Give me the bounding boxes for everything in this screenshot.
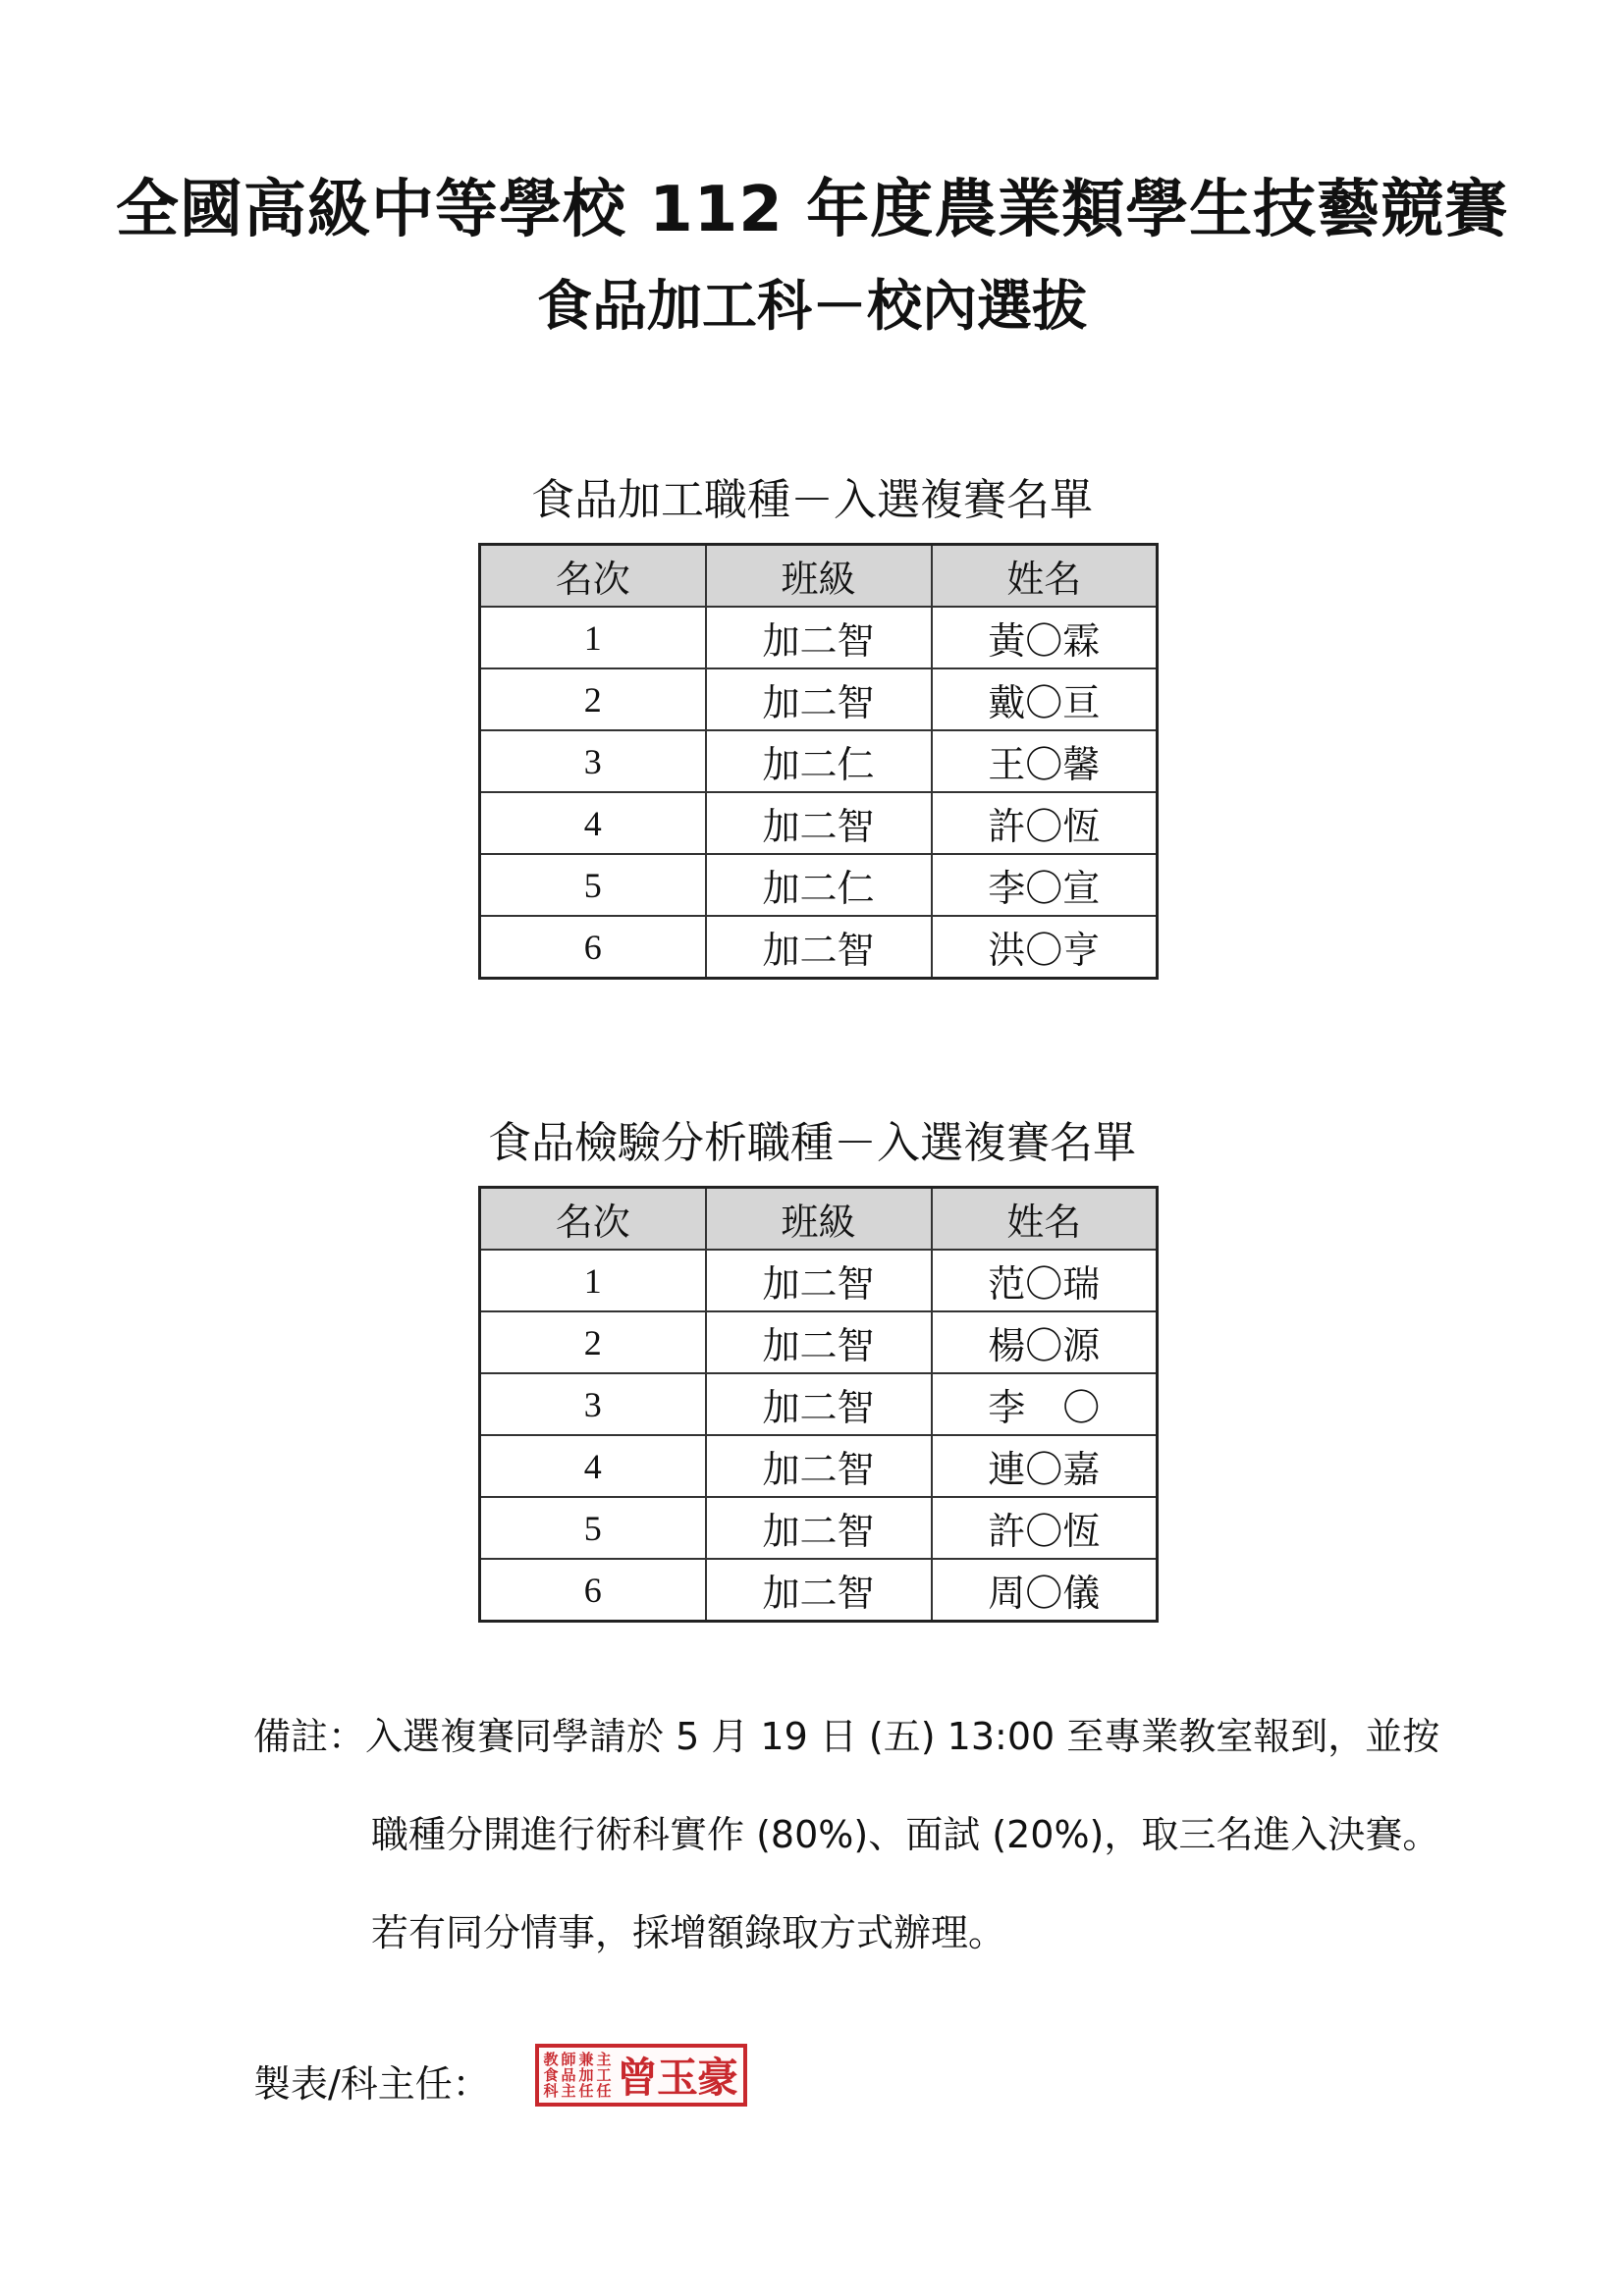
- name-cell: 許〇恆: [932, 1497, 1158, 1559]
- table-row: [480, 1497, 1158, 1559]
- page-subtitle: 食品加工科－校內選拔: [537, 275, 1087, 339]
- rank-cell: 1: [480, 1250, 706, 1311]
- column-header-rank: 名次: [480, 545, 706, 608]
- maker-label: 製表/科主任：: [253, 2062, 490, 2106]
- class-cell: 加二智: [706, 1559, 932, 1622]
- rank-cell: 3: [480, 1373, 706, 1435]
- name-cell: 李〇宣: [932, 854, 1158, 916]
- seal-column: 教 食 科: [543, 2051, 559, 2100]
- roster-table-food-inspection: [478, 1186, 1159, 1623]
- table-row: [480, 1373, 1158, 1435]
- class-cell: 加二仁: [706, 854, 932, 916]
- seal-column: 師 品 主: [561, 2051, 576, 2100]
- table-row: [480, 1559, 1158, 1622]
- seal-column: 兼 加 任: [578, 2051, 594, 2100]
- table-row: [480, 607, 1158, 668]
- department-head-seal: [535, 2044, 747, 2107]
- class-cell: 加二智: [706, 1435, 932, 1497]
- column-header-class: 班級: [706, 1188, 932, 1251]
- seal-column: 主 工 任: [596, 2051, 612, 2100]
- rank-cell: 2: [480, 668, 706, 730]
- name-cell: 李 〇: [932, 1373, 1158, 1435]
- name-cell: 許〇恆: [932, 792, 1158, 854]
- column-header-rank: 名次: [480, 1188, 706, 1251]
- class-cell: 加二智: [706, 792, 932, 854]
- class-cell: 加二智: [706, 1311, 932, 1373]
- rank-cell: 1: [480, 607, 706, 668]
- class-cell: 加二智: [706, 668, 932, 730]
- table-row: [480, 792, 1158, 854]
- rank-cell: 5: [480, 854, 706, 916]
- note-line-2: 職種分開進行術科實作 (80%)、面試 (20%)，取三名進入決賽。: [371, 1813, 1440, 1856]
- rank-cell: 4: [480, 1435, 706, 1497]
- table-header-row: [480, 545, 1158, 608]
- rank-cell: 4: [480, 792, 706, 854]
- table-header-row: [480, 1188, 1158, 1251]
- class-cell: 加二智: [706, 1373, 932, 1435]
- rank-cell: 6: [480, 916, 706, 979]
- name-cell: 連〇嘉: [932, 1435, 1158, 1497]
- column-header-name: 姓名: [932, 545, 1158, 608]
- column-header-name: 姓名: [932, 1188, 1158, 1251]
- table-row: [480, 668, 1158, 730]
- name-cell: 范〇瑞: [932, 1250, 1158, 1311]
- class-cell: 加二智: [706, 1250, 932, 1311]
- rank-cell: 3: [480, 730, 706, 792]
- name-cell: 黃〇霖: [932, 607, 1158, 668]
- table-row: [480, 730, 1158, 792]
- table-row: [480, 1311, 1158, 1373]
- note-line-1: 備註：入選複賽同學請於 5 月 19 日 (五) 13:00 至專業教室報到，並按: [253, 1715, 1440, 1758]
- roster-table-food-processing: [478, 543, 1159, 980]
- class-cell: 加二仁: [706, 730, 932, 792]
- seal-title-text: [539, 2048, 613, 2103]
- table-row: [480, 916, 1158, 979]
- rank-cell: 6: [480, 1559, 706, 1622]
- note-line-3: 若有同分情事，採增額錄取方式辦理。: [371, 1911, 1006, 1954]
- column-header-class: 班級: [706, 545, 932, 608]
- class-cell: 加二智: [706, 607, 932, 668]
- section-title-food-inspection: 食品檢驗分析職種－入選複賽名單: [488, 1118, 1136, 1168]
- table-row: [480, 1435, 1158, 1497]
- table-row: [480, 1250, 1158, 1311]
- class-cell: 加二智: [706, 916, 932, 979]
- seal-name: 曾玉豪: [617, 2054, 738, 2102]
- name-cell: 洪〇亨: [932, 916, 1158, 979]
- page-title: 全國高級中等學校 112 年度農業類學生技藝競賽: [115, 174, 1509, 246]
- name-cell: 王〇馨: [932, 730, 1158, 792]
- name-cell: 周〇儀: [932, 1559, 1158, 1622]
- name-cell: 戴〇亘: [932, 668, 1158, 730]
- class-cell: 加二智: [706, 1497, 932, 1559]
- section-title-food-processing: 食品加工職種－入選複賽名單: [531, 475, 1093, 525]
- table-row: [480, 854, 1158, 916]
- name-cell: 楊〇源: [932, 1311, 1158, 1373]
- rank-cell: 2: [480, 1311, 706, 1373]
- rank-cell: 5: [480, 1497, 706, 1559]
